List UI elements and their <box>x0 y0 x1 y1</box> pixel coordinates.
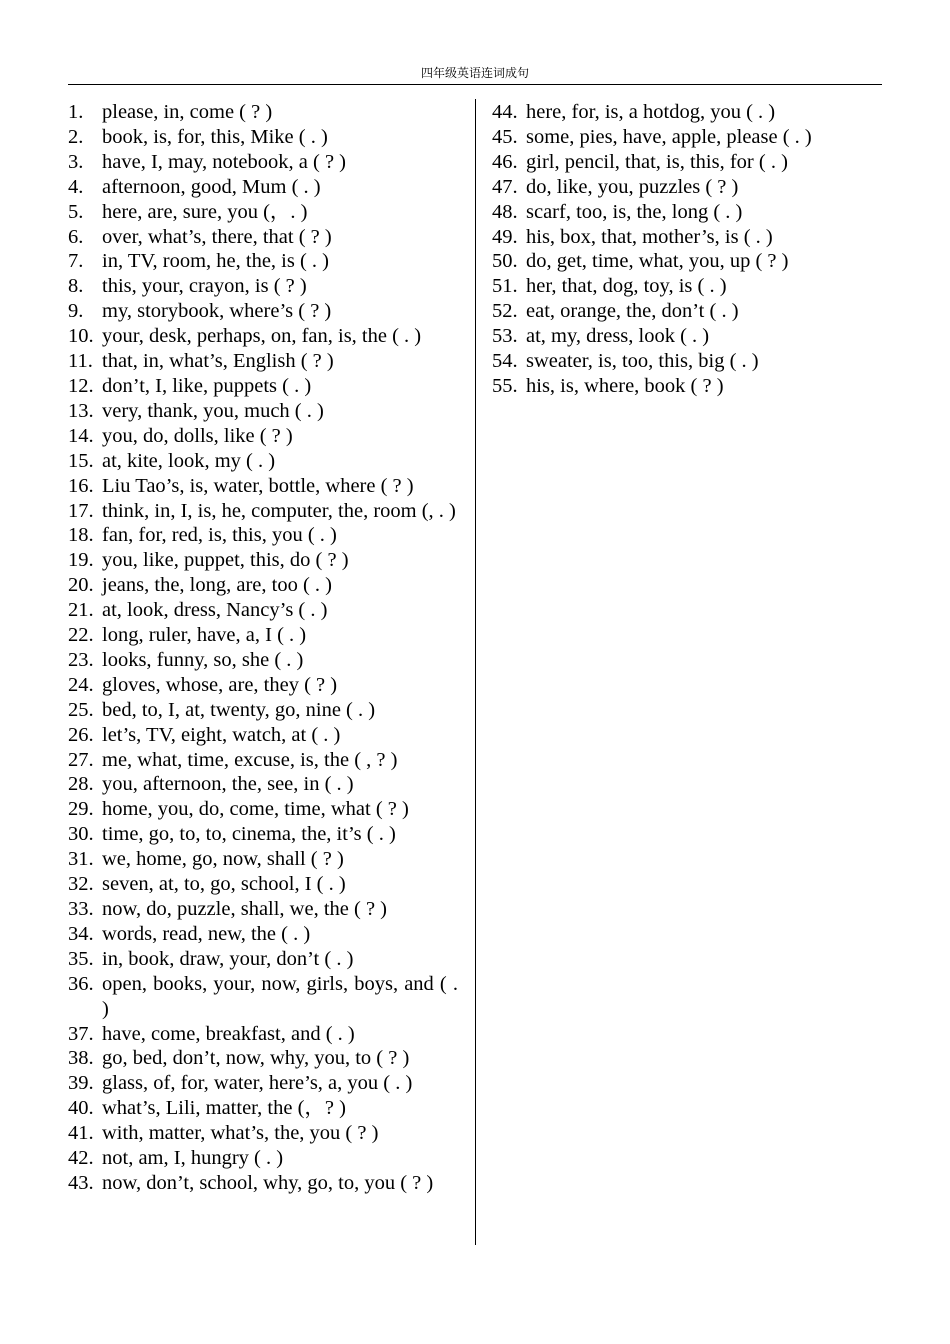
question-words: have, I, may, notebook, a ( ? ) <box>102 150 347 173</box>
question-words: do, like, you, puzzles ( ? ) <box>526 175 739 198</box>
question-words: do, get, time, what, you, up ( ? ) <box>526 250 789 273</box>
question-words: in, book, draw, your, don’t ( . ) <box>102 947 354 970</box>
question-number: 32. <box>68 873 94 896</box>
question-number: 29. <box>68 798 94 821</box>
question-number: 23. <box>68 648 94 671</box>
right-question-column <box>492 100 872 399</box>
question-item <box>68 125 458 150</box>
question-item <box>68 374 458 399</box>
question-item <box>68 573 458 598</box>
question-number: 38. <box>68 1047 94 1070</box>
question-number: 4. <box>68 175 84 198</box>
question-words: seven, at, to, go, school, I ( . ) <box>102 873 346 896</box>
question-words: scarf, too, is, the, long ( . ) <box>526 200 743 223</box>
question-words: what’s, Lili, matter, the (，? ) <box>102 1097 346 1120</box>
question-item <box>68 822 458 847</box>
question-number: 13. <box>68 399 94 422</box>
question-item <box>492 324 872 349</box>
question-number: 31. <box>68 848 94 871</box>
question-item <box>68 1171 458 1196</box>
question-item <box>68 1146 458 1171</box>
question-number: 18. <box>68 524 94 547</box>
question-item <box>68 200 458 225</box>
question-item <box>68 274 458 299</box>
question-number: 37. <box>68 1022 94 1045</box>
question-words: his, box, that, mother’s, is ( . ) <box>526 225 773 248</box>
question-item <box>492 299 872 324</box>
question-words: please, in, come ( ? ) <box>102 101 273 123</box>
question-number: 7. <box>68 250 84 273</box>
question-words: home, you, do, come, time, what ( ? ) <box>102 798 409 821</box>
question-number: 48. <box>492 200 518 223</box>
question-words: bed, to, I, at, twenty, go, nine ( . ) <box>102 698 376 721</box>
question-number: 15. <box>68 449 94 472</box>
question-item <box>68 324 458 349</box>
question-number: 35. <box>68 947 94 970</box>
question-item <box>68 523 458 548</box>
question-item <box>492 249 872 274</box>
question-words: his, is, where, book ( ? ) <box>526 374 724 397</box>
question-words: long, ruler, have, a, I ( . ) <box>102 624 307 647</box>
question-words: time, go, to, to, cinema, the, it’s ( . ) <box>102 823 396 846</box>
question-words: sweater, is, too, this, big ( . ) <box>526 350 759 373</box>
question-words: think, in, I, is, he, computer, the, room (, . ) <box>102 499 456 522</box>
question-words: at, kite, look, my ( . ) <box>102 449 276 472</box>
question-item <box>68 598 458 623</box>
question-number: 51. <box>492 275 518 298</box>
question-item <box>68 947 458 972</box>
question-number: 50. <box>492 250 518 273</box>
question-item <box>492 349 872 374</box>
question-words: not, am, I, hungry ( . ) <box>102 1147 284 1170</box>
question-number: 33. <box>68 898 94 920</box>
question-item <box>68 1022 458 1047</box>
question-words: don’t, I, like, puppets ( . ) <box>102 374 312 397</box>
question-words: let’s, TV, eight, watch, at ( . ) <box>102 723 341 746</box>
question-words: eat, orange, the, don’t ( . ) <box>526 300 739 323</box>
question-words: have, come, breakfast, and ( . ) <box>102 1022 355 1045</box>
question-words: in, TV, room, he, the, is ( . ) <box>102 250 330 273</box>
question-item <box>68 1071 458 1096</box>
question-item <box>492 175 872 200</box>
question-item <box>68 872 458 897</box>
question-words: you, do, dolls, like ( ? ) <box>102 424 293 447</box>
question-number: 10. <box>68 325 94 348</box>
question-number: 9. <box>68 300 84 323</box>
question-item <box>68 449 458 474</box>
question-words: now, don’t, school, why, go, to, you ( ? ) <box>102 1171 434 1194</box>
question-number: 8. <box>68 275 84 298</box>
question-item <box>68 972 458 1022</box>
question-words: with, matter, what’s, the, you ( ? ) <box>102 1122 379 1145</box>
question-item <box>68 772 458 797</box>
question-words: Liu Tao’s, is, water, bottle, where ( ? ) <box>102 474 414 497</box>
question-words: jeans, the, long, are, too ( . ) <box>102 574 332 597</box>
question-number: 5. <box>68 200 84 223</box>
question-words: you, afternoon, the, see, in ( . ) <box>102 773 354 796</box>
question-number: 39. <box>68 1072 94 1095</box>
question-number: 25. <box>68 698 94 721</box>
question-words: looks, funny, so, she ( . ) <box>102 648 304 671</box>
question-words: you, like, puppet, this, do ( ? ) <box>102 549 349 572</box>
header-rule <box>68 84 882 85</box>
question-words: go, bed, don’t, now, why, you, to ( ? ) <box>102 1047 410 1070</box>
question-words: fan, for, red, is, this, you ( . ) <box>102 524 337 547</box>
question-item <box>68 723 458 748</box>
question-item <box>68 1096 458 1121</box>
question-item <box>492 200 872 225</box>
question-item <box>492 125 872 150</box>
question-words: this, your, crayon, is ( ? ) <box>102 275 307 298</box>
question-number: 44. <box>492 101 518 123</box>
question-item <box>68 648 458 673</box>
question-item <box>68 673 458 698</box>
question-item <box>68 1121 458 1146</box>
question-number: 43. <box>68 1171 94 1194</box>
question-number: 42. <box>68 1147 94 1170</box>
question-item <box>492 100 872 125</box>
question-number: 19. <box>68 549 94 572</box>
question-number: 20. <box>68 574 94 597</box>
question-item <box>492 374 872 399</box>
question-words: words, read, new, the ( . ) <box>102 922 311 945</box>
question-item <box>68 797 458 822</box>
question-item <box>68 424 458 449</box>
question-number: 11. <box>68 350 93 373</box>
question-words: we, home, go, now, shall ( ? ) <box>102 848 344 871</box>
question-item <box>68 249 458 274</box>
question-item <box>492 225 872 250</box>
question-words: some, pies, have, apple, please ( . ) <box>526 125 812 148</box>
question-item <box>68 225 458 250</box>
question-item <box>68 847 458 872</box>
question-words: afternoon, good, Mum ( . ) <box>102 175 321 198</box>
left-question-column <box>68 100 458 1196</box>
question-number: 27. <box>68 748 94 771</box>
question-number: 6. <box>68 225 84 248</box>
question-item <box>68 623 458 648</box>
question-item <box>68 349 458 374</box>
question-number: 16. <box>68 474 94 497</box>
question-number: 46. <box>492 150 518 173</box>
question-item <box>68 474 458 499</box>
question-number: 45. <box>492 125 518 148</box>
question-number: 28. <box>68 773 94 796</box>
question-number: 3. <box>68 150 84 173</box>
question-number: 12. <box>68 374 94 397</box>
question-words: glass, of, for, water, here’s, a, you ( . ) <box>102 1072 413 1095</box>
question-item <box>68 548 458 573</box>
question-item <box>68 299 458 324</box>
question-words: her, that, dog, toy, is ( . ) <box>526 275 727 298</box>
question-item <box>492 150 872 175</box>
question-number: 53. <box>492 325 518 348</box>
question-words: open, books, your, now, girls, boys, and ( . ) <box>102 972 458 1020</box>
question-item <box>68 100 458 125</box>
question-number: 21. <box>68 599 94 622</box>
question-number: 30. <box>68 823 94 846</box>
question-number: 26. <box>68 723 94 746</box>
question-words: at, look, dress, Nancy’s ( . ) <box>102 599 328 622</box>
question-item <box>68 698 458 723</box>
question-number: 22. <box>68 624 94 647</box>
question-number: 24. <box>68 673 94 696</box>
question-words: here, are, sure, you (，. ) <box>102 200 308 223</box>
page-header-title: 四年级英语连词成句 <box>420 66 529 80</box>
question-number: 52. <box>492 300 518 323</box>
question-words: your, desk, perhaps, on, fan, is, the ( . ) <box>102 325 422 348</box>
question-item <box>68 897 458 922</box>
question-item <box>68 922 458 947</box>
question-item <box>68 499 458 524</box>
question-words: girl, pencil, that, is, this, for ( . ) <box>526 150 788 173</box>
question-words: gloves, whose, are, they ( ? ) <box>102 673 338 696</box>
question-words: at, my, dress, look ( . ) <box>526 325 710 348</box>
question-words: book, is, for, this, Mike ( . ) <box>102 125 328 148</box>
question-words: very, thank, you, much ( . ) <box>102 399 324 422</box>
question-item <box>492 274 872 299</box>
question-number: 54. <box>492 350 518 373</box>
column-divider <box>475 99 476 1245</box>
question-number: 41. <box>68 1122 94 1145</box>
question-number: 1. <box>68 101 84 123</box>
question-item <box>68 1046 458 1071</box>
question-number: 49. <box>492 225 518 248</box>
question-item <box>68 150 458 175</box>
question-number: 14. <box>68 424 94 447</box>
question-words: over, what’s, there, that ( ? ) <box>102 225 332 248</box>
question-words: now, do, puzzle, shall, we, the ( ? ) <box>102 898 388 920</box>
question-words: here, for, is, a hotdog, you ( . ) <box>526 101 776 123</box>
question-words: that, in, what’s, English ( ? ) <box>102 350 334 373</box>
question-number: 2. <box>68 125 84 148</box>
question-item <box>68 399 458 424</box>
question-number: 36. <box>68 972 94 995</box>
question-item <box>68 175 458 200</box>
question-item <box>68 748 458 773</box>
question-number: 34. <box>68 922 94 945</box>
question-words: my, storybook, where’s ( ? ) <box>102 300 332 323</box>
question-number: 40. <box>68 1097 94 1120</box>
question-words: me, what, time, excuse, is, the ( , ? ) <box>102 748 398 771</box>
question-number: 47. <box>492 175 518 198</box>
question-number: 55. <box>492 374 518 397</box>
question-number: 17. <box>68 499 94 522</box>
